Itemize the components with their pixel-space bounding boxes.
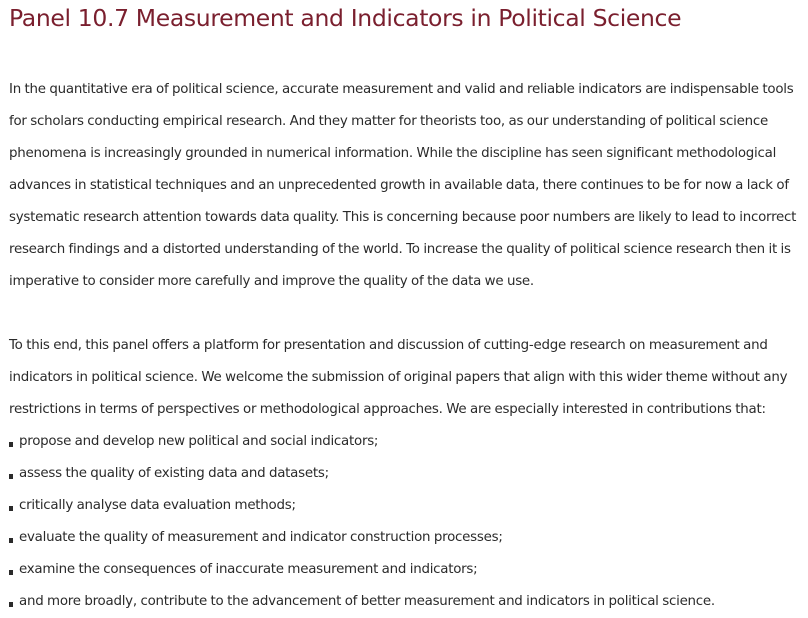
list-item-text: assess the quality of existing data and datasets; xyxy=(19,466,329,481)
list-item-text: critically analyse data evaluation methods; xyxy=(19,498,296,513)
bullet-icon xyxy=(9,602,13,607)
bullet-icon xyxy=(9,538,13,543)
contribution-list xyxy=(9,426,805,618)
list-item-text: examine the consequences of inaccurate measurement and indicators; xyxy=(19,562,478,577)
list-item-text: propose and develop new political and social indicators; xyxy=(19,434,379,449)
page-title: Panel 10.7 Measurement and Indicators in Political Science xyxy=(9,4,682,32)
call-paragraph: To this end, this panel offers a platform for presentation and discussion of cutting-edge research on measurement and indicators in political science. We welcome the submission of original papers that align with this wider theme without any restrictions in terms of perspectives or methodological approaches. We are especially interested in contributions that: xyxy=(9,338,788,417)
bullet-icon xyxy=(9,474,13,479)
list-item xyxy=(9,458,805,490)
list-item xyxy=(9,586,805,618)
list-item xyxy=(9,522,805,554)
list-item-text: evaluate the quality of measurement and indicator construction processes; xyxy=(19,530,503,545)
bullet-icon xyxy=(9,570,13,575)
panel-content xyxy=(9,0,805,618)
list-item xyxy=(9,554,805,586)
intro-paragraph: In the quantitative era of political science, accurate measurement and valid and reliable indicators are indispensable tools for scholars conducting empirical research. And they matter for theorists too, as our understanding of political science phenomena is increasingly grounded in numerical information. While the discipline has seen significant methodological advances in statistical techniques and an unprecedented growth in available data, there continues to be for now a lack of systematic research attention towards data quality. This is concerning because poor numbers are likely to lead to incorrect research findings and a distorted understanding of the world. To increase the quality of political science research then it is imperative to consider more carefully and improve the quality of the data we use. xyxy=(9,82,797,289)
bullet-icon xyxy=(9,506,13,511)
list-item xyxy=(9,490,805,522)
list-item xyxy=(9,426,805,458)
bullet-icon xyxy=(9,442,13,447)
list-item-text: and more broadly, contribute to the advancement of better measurement and indicators in political science. xyxy=(19,594,715,609)
